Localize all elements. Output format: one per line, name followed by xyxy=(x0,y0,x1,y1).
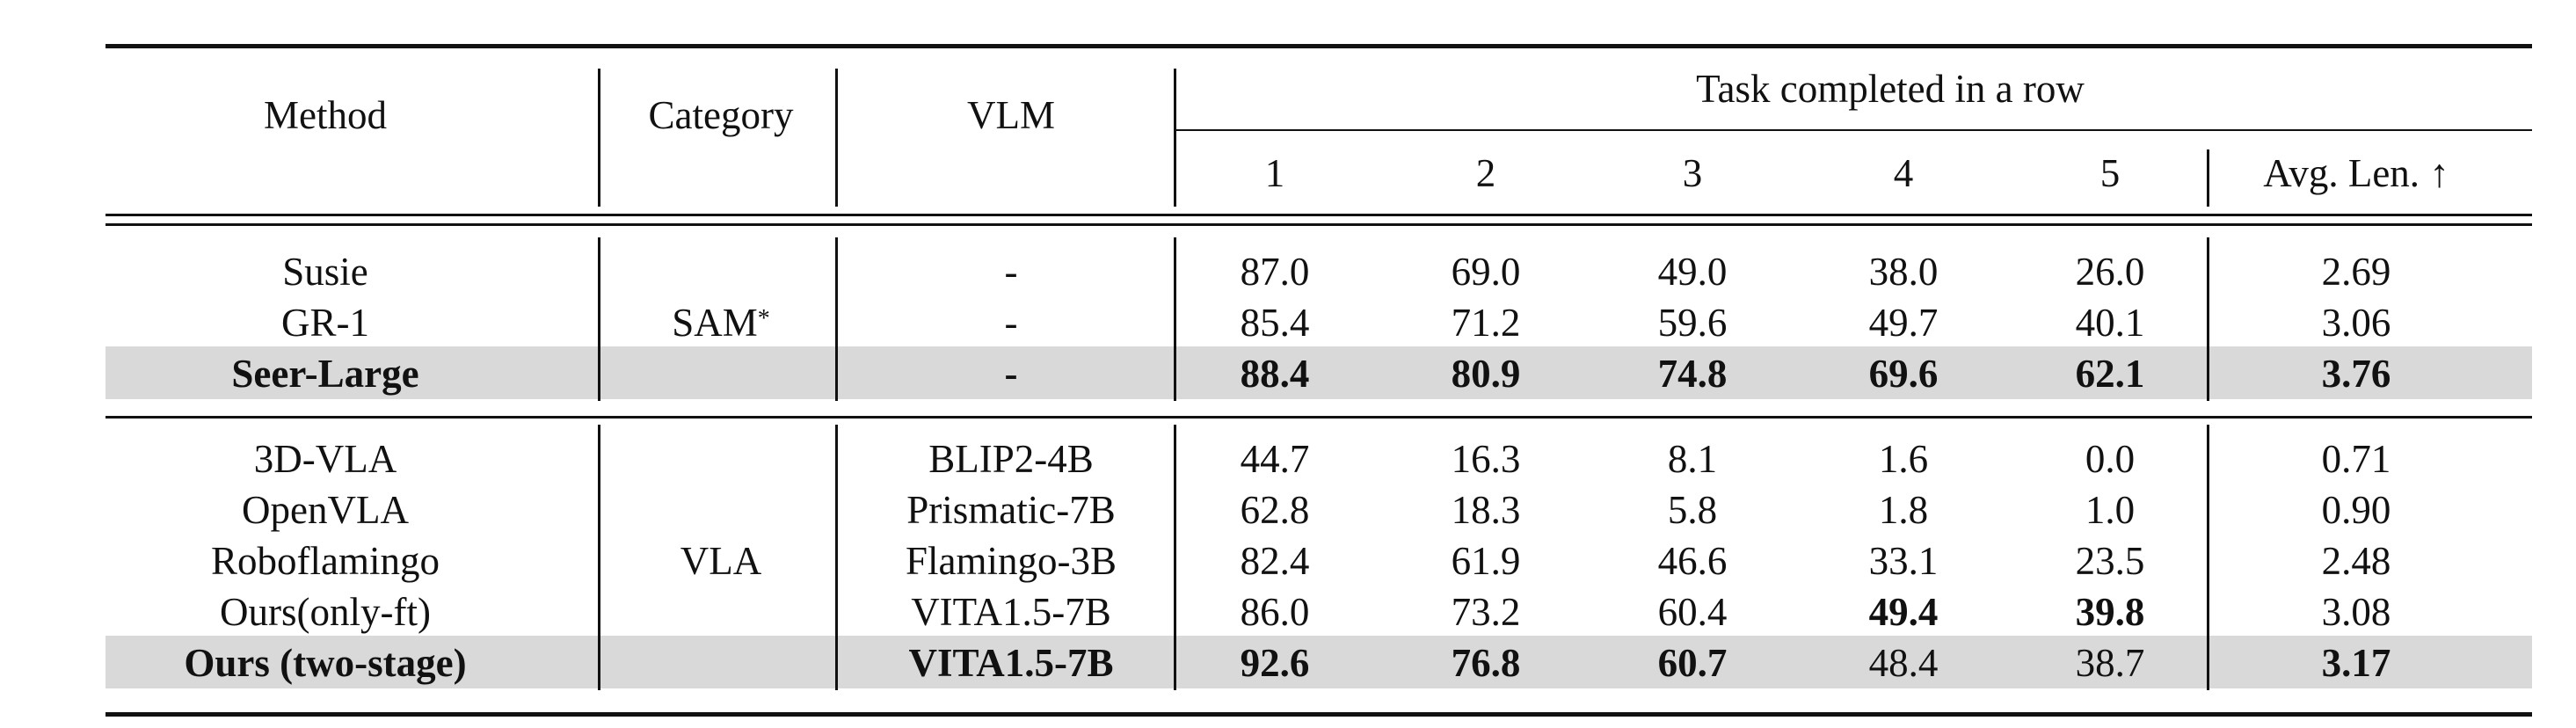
task-value: 0.0 xyxy=(2085,437,2136,481)
header-method: Method xyxy=(264,93,387,137)
avg-len-value: 3.08 xyxy=(2321,590,2391,634)
task-value: 69.6 xyxy=(1868,352,1939,396)
task-value: 44.7 xyxy=(1240,437,1310,481)
column-divider xyxy=(1174,69,1176,207)
task-value: 26.0 xyxy=(2075,250,2145,294)
header-col-5: 5 xyxy=(2099,151,2121,195)
vlm-name: VITA1.5-7B xyxy=(908,641,1114,685)
method-name: Ours (two-stage) xyxy=(184,641,467,685)
method-name: Susie xyxy=(282,250,368,294)
task-value: 59.6 xyxy=(1657,301,1728,345)
task-value: 61.9 xyxy=(1451,539,1521,583)
avg-len-value: 0.90 xyxy=(2321,488,2391,532)
vlm-name: Prismatic-7B xyxy=(906,488,1116,532)
task-value: 16.3 xyxy=(1451,437,1521,481)
task-value: 62.1 xyxy=(2075,352,2145,396)
task-value: 85.4 xyxy=(1240,301,1310,345)
column-divider xyxy=(835,69,838,207)
column-divider xyxy=(598,425,600,690)
column-divider xyxy=(1174,425,1176,690)
task-value: 82.4 xyxy=(1240,539,1310,583)
top-rule xyxy=(106,44,2532,48)
task-value: 76.8 xyxy=(1451,641,1521,685)
task-value: 74.8 xyxy=(1657,352,1728,396)
task-value: 49.4 xyxy=(1868,590,1939,634)
method-name: 3D-VLA xyxy=(253,437,397,481)
task-value: 40.1 xyxy=(2075,301,2145,345)
task-value: 60.4 xyxy=(1657,590,1728,634)
vlm-name: - xyxy=(1004,301,1018,345)
task-value: 49.0 xyxy=(1657,250,1728,294)
task-value: 88.4 xyxy=(1240,352,1310,396)
task-value: 38.0 xyxy=(1868,250,1939,294)
vlm-name: Flamingo-3B xyxy=(905,539,1117,583)
avg-len-value: 3.76 xyxy=(2321,352,2391,396)
vlm-name: VITA1.5-7B xyxy=(911,590,1111,634)
highlight-row xyxy=(106,636,2532,688)
task-value: 60.7 xyxy=(1657,641,1728,685)
task-value: 71.2 xyxy=(1451,301,1521,345)
category-label xyxy=(680,535,761,586)
column-divider xyxy=(2207,149,2209,207)
header-col-1: 1 xyxy=(1264,151,1285,195)
vlm-name: - xyxy=(1004,250,1018,294)
task-value: 33.1 xyxy=(1868,539,1939,583)
method-name: Roboflamingo xyxy=(211,539,440,583)
column-divider xyxy=(835,425,838,690)
column-divider xyxy=(598,69,600,207)
header-vlm: VLM xyxy=(967,93,1055,137)
column-divider xyxy=(2207,237,2209,401)
task-value: 48.4 xyxy=(1868,641,1939,685)
column-divider xyxy=(598,237,600,401)
avg-len-value: 2.48 xyxy=(2321,539,2391,583)
task-value: 1.6 xyxy=(1878,437,1929,481)
task-value: 73.2 xyxy=(1451,590,1521,634)
task-value: 62.8 xyxy=(1240,488,1310,532)
highlight-row xyxy=(106,346,2532,399)
method-name: Seer-Large xyxy=(231,352,419,396)
avg-len-value: 3.17 xyxy=(2321,641,2391,685)
bottom-rule xyxy=(106,712,2532,717)
header-double-rule-1 xyxy=(106,214,2532,216)
task-value: 5.8 xyxy=(1667,488,1718,532)
category-text: VLA xyxy=(680,539,762,583)
task-value: 8.1 xyxy=(1667,437,1718,481)
task-value: 23.5 xyxy=(2075,539,2145,583)
group-separator-rule xyxy=(106,416,2532,419)
header-avg-len: Avg. Len. ↑ xyxy=(2263,151,2449,195)
header-task-group: Task completed in a row xyxy=(1696,67,2085,111)
column-divider xyxy=(835,237,838,401)
header-col-4: 4 xyxy=(1893,151,1914,195)
task-value: 92.6 xyxy=(1240,641,1310,685)
avg-len-value: 0.71 xyxy=(2321,437,2391,481)
task-value: 86.0 xyxy=(1240,590,1310,634)
category-label xyxy=(672,297,770,348)
task-value: 80.9 xyxy=(1451,352,1521,396)
task-value: 49.7 xyxy=(1868,301,1939,345)
avg-len-value: 2.69 xyxy=(2321,250,2391,294)
method-name: OpenVLA xyxy=(242,488,409,532)
results-table xyxy=(106,44,2532,721)
column-divider xyxy=(2207,425,2209,690)
task-value: 39.8 xyxy=(2075,590,2145,634)
method-name: Ours(only-ft) xyxy=(220,590,431,634)
category-superscript: * xyxy=(757,305,770,332)
category-text: SAM xyxy=(672,301,758,345)
vlm-name: BLIP2-4B xyxy=(928,437,1094,481)
task-value: 69.0 xyxy=(1451,250,1521,294)
header-double-rule-2 xyxy=(106,223,2532,226)
avg-len-value: 3.06 xyxy=(2321,301,2391,345)
group-header-rule xyxy=(1174,129,2532,131)
task-value: 1.8 xyxy=(1878,488,1929,532)
header-col-2: 2 xyxy=(1475,151,1496,195)
header-col-3: 3 xyxy=(1682,151,1703,195)
header-category: Category xyxy=(648,93,794,137)
task-value: 38.7 xyxy=(2075,641,2145,685)
column-divider xyxy=(1174,237,1176,401)
task-value: 46.6 xyxy=(1657,539,1728,583)
task-value: 18.3 xyxy=(1451,488,1521,532)
task-value: 87.0 xyxy=(1240,250,1310,294)
task-value: 1.0 xyxy=(2085,488,2136,532)
vlm-name: - xyxy=(1004,352,1018,396)
method-name: GR-1 xyxy=(281,301,369,345)
